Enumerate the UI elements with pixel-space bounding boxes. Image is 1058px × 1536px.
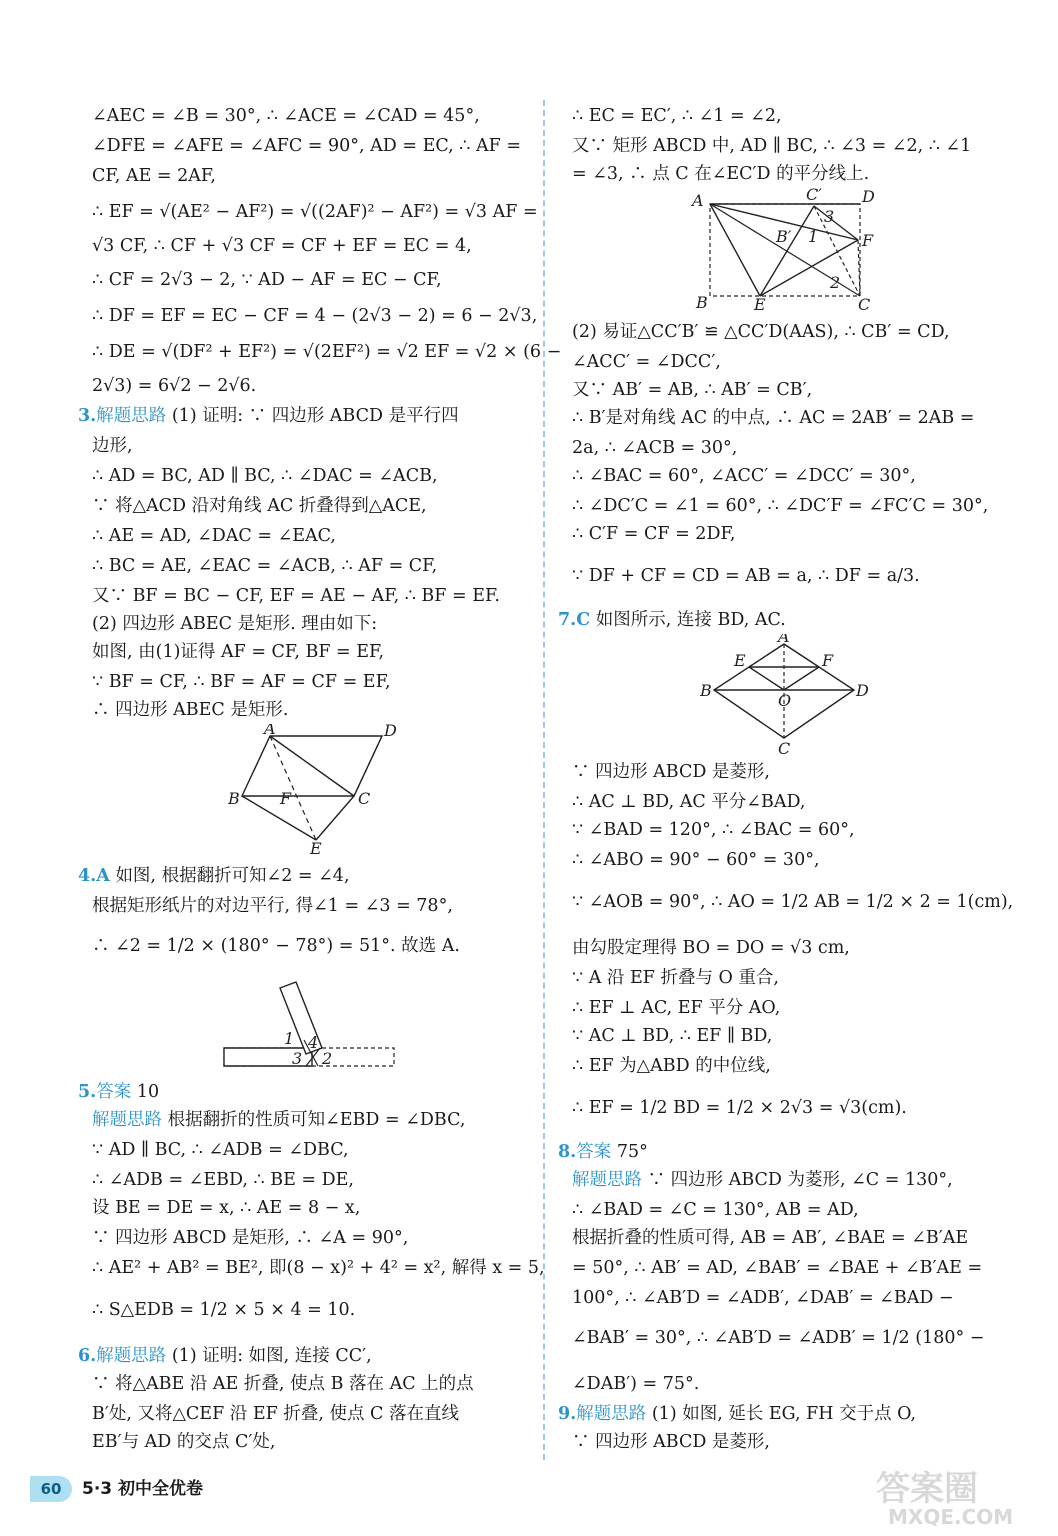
text-line: ∠DFE = ∠AFE = ∠AFC = 90°, AD = EC, ∴ AF =	[92, 136, 521, 156]
text-line: ∴ EF ⊥ AC, EF 平分 AO,	[572, 998, 781, 1018]
q8-first-line: ∵ 四边形 ABCD 为菱形, ∠C = 130°,	[647, 1170, 953, 1190]
text-line: 又∵ AB′ = AB, ∴ AB′ = CB′,	[572, 380, 813, 400]
q5-answer: 10	[136, 1082, 160, 1102]
text-line: ∴ ∠ADB = ∠EBD, ∴ BE = DE,	[92, 1170, 354, 1190]
q9-header	[558, 1402, 916, 1426]
text-line: ∴ EC = EC′, ∴ ∠1 = ∠2,	[572, 106, 782, 126]
label-b: B	[696, 293, 708, 310]
text-line: = 50°, ∴ AB′ = AD, ∠BAB′ = ∠BAE + ∠B′AE =	[572, 1258, 983, 1278]
angle-label-4: 4	[308, 1033, 319, 1052]
text-line: ∵ AD ∥ BC, ∴ ∠ADB = ∠DBC,	[92, 1140, 349, 1160]
angle-label-3: 3	[292, 1049, 303, 1068]
text-line: ∴ CF = 2√3 − 2, ∵ AD − AF = EC − CF,	[92, 270, 442, 290]
q8-header	[558, 1140, 648, 1164]
text-line: B′处, 又将△CEF 沿 EF 折叠, 使点 C 落在直线	[92, 1404, 459, 1424]
label-a: A	[264, 724, 276, 738]
q7-first-line: 如图所示, 连接 BD, AC.	[595, 610, 786, 630]
fold-ae	[710, 204, 760, 296]
text-line: ∵ 将△ABE 沿 AE 折叠, 使点 B 落在 AC 上的点	[92, 1374, 474, 1394]
page-number: 60	[30, 1476, 72, 1502]
label-e: E	[734, 651, 746, 670]
angle-label-3: 3	[824, 207, 835, 226]
label-a: A	[778, 634, 790, 646]
text-line: 边形,	[92, 436, 133, 456]
q4-answer: A	[96, 866, 110, 886]
label-e: E	[310, 839, 322, 854]
label-c: C	[358, 789, 371, 808]
text-line: ∵ 四边形 ABCD 是矩形, ∴ ∠A = 90°,	[92, 1228, 409, 1248]
label-b-prime: B′	[776, 227, 792, 246]
q5-first-line: 根据翻折的性质可知∠EBD = ∠DBC,	[167, 1110, 466, 1130]
text-line: ∴ C′F = CF = 2DF,	[572, 524, 736, 544]
q6-first-line: (1) 证明: 如图, 连接 CC′,	[171, 1346, 372, 1366]
segment-fo	[784, 667, 819, 690]
q4-diagram	[222, 978, 402, 1074]
angle-label-2: 2	[322, 1049, 333, 1068]
label-f: F	[822, 651, 834, 670]
q8-answer: 75°	[616, 1142, 648, 1162]
text-line: ∴ DE = √(DF² + EF²) = √(2EF²) = √2 EF = √2 × (6 −	[92, 342, 562, 362]
text-line: = ∠3, ∴ 点 C 在∠EC′D 的平分线上.	[572, 164, 870, 184]
text-line: ∴ BC = AE, ∠EAC = ∠ACB, ∴ AF = CF,	[92, 556, 438, 576]
text-line: 如图, 由(1)证得 AF = CF, BF = EF,	[92, 642, 385, 662]
label-b: B	[228, 789, 240, 808]
label-d: D	[856, 681, 869, 700]
text-line: EB′与 AD 的交点 C′处,	[92, 1432, 276, 1452]
label-b: B	[700, 681, 712, 700]
text-line: ∴ AC ⊥ BD, AC 平分∠BAD,	[572, 792, 806, 812]
angle-label-1: 1	[808, 227, 819, 246]
text-line: ∵ 四边形 ABCD 是菱形,	[572, 1432, 770, 1452]
q6-tag: 解题思路	[96, 1346, 167, 1366]
text-line: √3 CF, ∴ CF + √3 CF = CF + EF = EC = 4,	[92, 236, 472, 256]
q6-diagram	[690, 188, 880, 310]
angle-label-1: 1	[284, 1029, 295, 1048]
text-line: ∴ ∠ABO = 90° − 60° = 30°,	[572, 850, 820, 870]
watermark-logo	[870, 1462, 1040, 1526]
text-line: ∴ 四边形 ABEC 是矩形.	[92, 700, 289, 720]
text-line: ∴ S△EDB = 1/2 × 5 × 4 = 10.	[92, 1300, 356, 1320]
q9-number: 9.	[558, 1404, 577, 1424]
text-line: ∴ EF 为△ABD 的中位线,	[572, 1056, 771, 1076]
text-line: ∴ EF = √(AE² − AF²) = √((2AF)² − AF²) = √3 AF =	[92, 202, 538, 222]
q9-tag: 解题思路	[576, 1404, 647, 1424]
q3-diagram	[224, 724, 404, 854]
text-line: 根据矩形纸片的对边平行, 得∠1 = ∠3 = 78°,	[92, 896, 453, 916]
text-line: ∠AEC = ∠B = 30°, ∴ ∠ACE = ∠CAD = 45°,	[92, 106, 480, 126]
q4-header	[78, 864, 350, 888]
q7-answer: C	[576, 610, 591, 630]
q8-answer-tag: 答案	[576, 1142, 612, 1162]
text-line: ∴ AE² + AB² = BE², 即(8 − x)² + 4² = x², 解得 x = 5,	[92, 1258, 545, 1278]
q6-header	[78, 1344, 372, 1368]
text-line: CF, AE = 2AF,	[92, 166, 216, 186]
text-line: ∵ 四边形 ABCD 是菱形,	[572, 762, 770, 782]
label-c: C	[858, 295, 871, 310]
text-line: 设 BE = DE = x, ∴ AE = 8 − x,	[92, 1198, 361, 1218]
text-line: ∠DAB′) = 75°.	[572, 1374, 700, 1394]
text-line: ∴ ∠BAC = 60°, ∠ACC′ = ∠DCC′ = 30°,	[572, 466, 916, 486]
segment-ce	[316, 796, 354, 840]
q4-number: 4.	[78, 866, 97, 886]
q9-first-line: (1) 如图, 延长 EG, FH 交于点 O,	[651, 1404, 917, 1424]
text-line: 由勾股定理得 BO = DO = √3 cm,	[572, 938, 850, 958]
q7-number: 7.	[558, 610, 577, 630]
text-line: ∵ ∠BAD = 120°, ∴ ∠BAC = 60°,	[572, 820, 855, 840]
segment-be	[242, 796, 316, 840]
q6-number: 6.	[78, 1346, 97, 1366]
q8-tag: 解题思路	[572, 1170, 642, 1190]
label-f: F	[862, 231, 874, 250]
label-f: F	[280, 789, 292, 808]
text-line: ∵ 将△ACD 沿对角线 AC 折叠得到△ACE,	[92, 496, 427, 516]
q5-tag: 解题思路	[92, 1110, 162, 1130]
text-line: 2√3) = 6√2 − 2√6.	[92, 376, 257, 396]
text-line: ∠BAB′ = 30°, ∴ ∠AB′D = ∠ADB′ = 1/2 (180° −	[572, 1328, 985, 1348]
label-d: D	[384, 724, 397, 740]
q7-header	[558, 608, 786, 632]
q8-number: 8.	[558, 1142, 577, 1162]
segment-eo	[749, 667, 784, 690]
q5-answer-tag: 答案	[96, 1082, 132, 1102]
text-line: ∴ ∠2 = 1/2 × (180° − 78°) = 51°. 故选 A.	[92, 936, 460, 956]
text-line: 又∵ 矩形 ABCD 中, AD ∥ BC, ∴ ∠3 = ∠2, ∴ ∠1	[572, 136, 972, 156]
q5-number: 5.	[78, 1082, 97, 1102]
book-title: 5·3 初中全优卷	[82, 1479, 204, 1499]
q3-tag: 解题思路	[96, 406, 167, 426]
label-c-prime: C′	[806, 188, 822, 204]
q5-line	[92, 1108, 465, 1132]
q3-first-line: (1) 证明: ∵ 四边形 ABCD 是平行四	[171, 406, 459, 426]
text-line: ∴ AD = BC, AD ∥ BC, ∴ ∠DAC = ∠ACB,	[92, 466, 438, 486]
text-line: ∵ AC ⊥ BD, ∴ EF ∥ BD,	[572, 1026, 773, 1046]
label-e: E	[754, 295, 766, 310]
q4-first-line: 如图, 根据翻折可知∠2 = ∠4,	[115, 866, 350, 886]
watermark-url: MXQE.COM	[888, 1505, 1014, 1526]
text-line: ∴ DF = EF = EC − CF = 4 − (2√3 − 2) = 6 − 2√3,	[92, 306, 538, 326]
text-line: ∴ B′是对角线 AC 的中点, ∴ AC = 2AB′ = 2AB =	[572, 408, 975, 428]
text-line: ∵ BF = CF, ∴ BF = AF = CF = EF,	[92, 672, 391, 692]
text-line: (2) 易证△CC′B′ ≌ △CC′D(AAS), ∴ CB′ = CD,	[572, 322, 950, 342]
label-a: A	[692, 191, 704, 210]
angle-label-2: 2	[830, 273, 841, 292]
label-c: C	[778, 739, 791, 756]
diagonal-ac	[270, 736, 354, 796]
text-line: 2a, ∴ ∠ACB = 30°,	[572, 438, 738, 458]
text-line: ∠ACC′ = ∠DCC′,	[572, 352, 721, 372]
q3-header	[78, 404, 459, 428]
text-line: ∴ EF = 1/2 BD = 1/2 × 2√3 = √3(cm).	[572, 1098, 907, 1118]
segment-ef	[760, 240, 858, 296]
text-line: ∵ A 沿 EF 折叠与 O 重合,	[572, 968, 779, 988]
text-line: ∴ ∠DC′C = ∠1 = 60°, ∴ ∠DC′F = ∠FC′C = 30°,	[572, 496, 989, 516]
text-line: (2) 四边形 ABEC 是矩形. 理由如下:	[92, 614, 378, 634]
label-d: D	[862, 188, 875, 206]
text-line: 根据折叠的性质可得, AB = AB′, ∠BAE = ∠B′AE	[572, 1228, 969, 1248]
text-line: ∵ ∠AOB = 90°, ∴ AO = 1/2 AB = 1/2 × 2 = 1(cm),	[572, 892, 1014, 912]
q5-header	[78, 1080, 159, 1104]
text-line: ∵ DF + CF = CD = AB = a, ∴ DF = a/3.	[572, 566, 920, 586]
watermark-text: 答案圈	[876, 1469, 978, 1509]
text-line: ∴ ∠BAD = ∠C = 130°, AB = AD,	[572, 1200, 859, 1220]
q7-diagram	[700, 634, 880, 756]
q3-number: 3.	[78, 406, 97, 426]
text-line: 100°, ∴ ∠AB′D = ∠ADB′, ∠DAB′ = ∠BAD −	[572, 1288, 954, 1308]
q8-line	[572, 1168, 953, 1192]
text-line: ∴ AE = AD, ∠DAC = ∠EAC,	[92, 526, 336, 546]
text-line: 又∵ BF = BC − CF, EF = AE − AF, ∴ BF = EF.	[92, 586, 500, 606]
label-o: O	[778, 691, 792, 710]
